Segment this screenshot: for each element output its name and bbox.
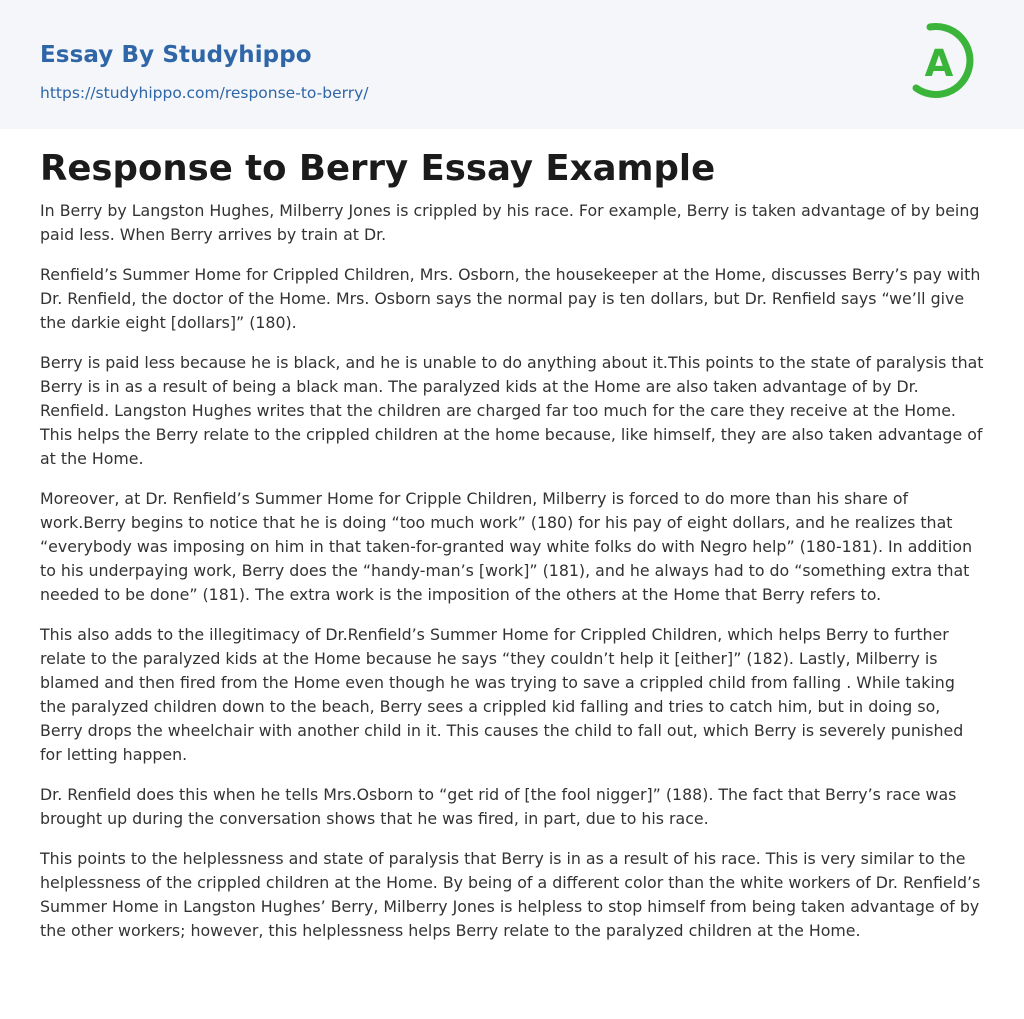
essay-paragraph-4: Moreover, at Dr. Renfield’s Summer Home for Cripple Children, Milberry is forced to do more than his share of work.Berry begins to notice that he is doing “too much work” (180) for his pay of eight dollars, and he realizes that “everybody was imposing on him in that taken-for-granted way white folks do with Negro help” (180-181). In addition to his underpaying work, Berry does the “handy-man’s [work]” (181), and he always had to do “something extra that needed to be done” (181). The extra work is the imposition of the others at the Home that Berry refers to. [40, 489, 973, 604]
essay-paragraph-3: Berry is paid less because he is black, and he is unable to do anything about it.This points to the state of paralysis that Berry is in as a result of being a black man. The paralyzed kids at the Home are also taken advantage of by Dr. Renfield. Langston Hughes writes that the children are charged far too much for the care they receive at the Home. This helps the Berry relate to the crippled children at the home because, like himself, they are also taken advantage of at the Home. [40, 353, 984, 468]
essay-content [0, 147, 1024, 943]
logo-letter: A [924, 42, 954, 85]
essay-paragraph-2: Renfield’s Summer Home for Crippled Children, Mrs. Osborn, the housekeeper at the Home, discusses Berry’s pay with Dr. Renfield, the doctor of the Home. Mrs. Osborn says the normal pay is ten dollars, but Dr. Renfield says “we’ll give the darkie eight [dollars]” (180). [40, 265, 981, 332]
site-brand[interactable]: Essay By Studyhippo [40, 42, 312, 68]
essay-paragraph-1: In Berry by Langston Hughes, Milberry Jones is crippled by his race. For example, Berry is taken advantage of by being paid less. When Berry arrives by train at Dr. [40, 201, 980, 244]
page-url-link[interactable]: https://studyhippo.com/response-to-berry/ [40, 84, 369, 102]
essay-paragraph-7: This points to the helplessness and state of paralysis that Berry is in as a result of his race. This is very similar to the helplessness of the crippled children at the Home. By being of a different color than the white workers of Dr. Renfield’s Summer Home in Langston Hughes’ Berry, Milberry Jones is helpless to stop himself from being taken advantage of by the other workers; however, this helplessness helps Berry relate to the paralyzed children at the Home. [40, 849, 981, 940]
site-header [0, 0, 1024, 129]
essay-paragraph-6: Dr. Renfield does this when he tells Mrs.Osborn to “get rid of [the fool nigger]” (188). The fact that Berry’s race was brought up during the conversation shows that he was fired, in part, due to his race. [40, 785, 957, 828]
essay-paragraph-5: This also adds to the illegitimacy of Dr.Renfield’s Summer Home for Crippled Children, which helps Berry to further relate to the paralyzed kids at the Home because he says “they couldn’t help it [either]” (182). Lastly, Milberry is blamed and then fired from the Home even though he was trying to save a crippled child from falling . While taking the paralyzed children down to the beach, Berry sees a crippled kid falling and tries to catch him, but in doing so, Berry drops the wheelchair with another child in it. This causes the child to fall out, which Berry is severely punished for letting happen. [40, 625, 964, 764]
page-title: Response to Berry Essay Example [40, 148, 716, 189]
studyhippo-logo-icon[interactable] [908, 18, 988, 106]
